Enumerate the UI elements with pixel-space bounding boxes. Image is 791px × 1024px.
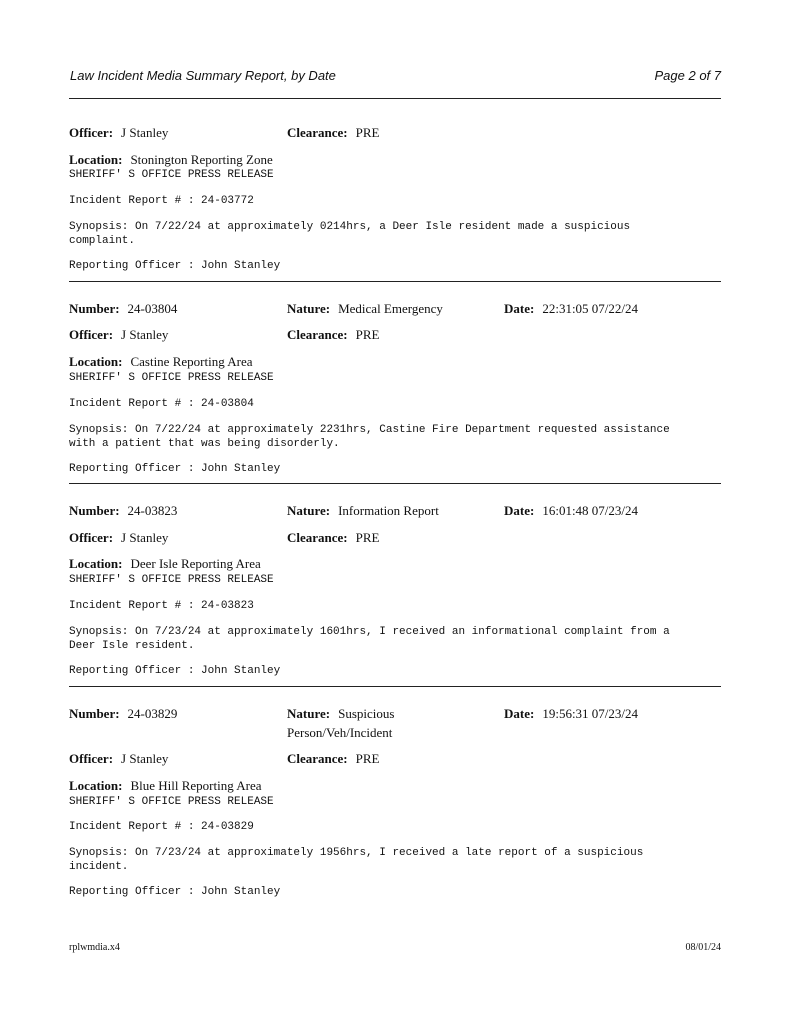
clearance-field: Clearance: PRE bbox=[287, 530, 380, 545]
incident-report: Incident Report # : 24-03804 bbox=[69, 398, 254, 410]
number-field: Number: 24-03823 bbox=[69, 503, 178, 518]
nature-field: Nature: Suspicious bbox=[287, 706, 395, 721]
footer-date: 08/01/24 bbox=[685, 942, 721, 953]
clearance-field: Clearance: PRE bbox=[287, 125, 380, 140]
number-field: Number: 24-03829 bbox=[69, 706, 178, 721]
incident-report: Incident Report # : 24-03772 bbox=[69, 195, 254, 207]
record-divider bbox=[69, 483, 721, 484]
reporting-officer: Reporting Officer : John Stanley bbox=[69, 463, 281, 475]
synopsis: Synopsis: On 7/23/24 at approximately 1956hrs, I received a late report of a suspicious incident. bbox=[69, 847, 644, 873]
date-field: Date: 19:56:31 07/23/24 bbox=[504, 706, 639, 721]
officer-field: Officer: J Stanley bbox=[69, 327, 169, 342]
number-field: Number: 24-03804 bbox=[69, 301, 178, 316]
record-divider bbox=[69, 281, 721, 282]
reporting-officer: Reporting Officer : John Stanley bbox=[69, 260, 281, 272]
date-field: Date: 22:31:05 07/22/24 bbox=[504, 301, 639, 316]
date-field: Date: 16:01:48 07/23/24 bbox=[504, 503, 639, 518]
reporting-officer: Reporting Officer : John Stanley bbox=[69, 665, 281, 677]
synopsis: Synopsis: On 7/22/24 at approximately 0214hrs, a Deer Isle resident made a suspicious complaint. bbox=[69, 221, 631, 247]
report-title: Law Incident Media Summary Report, by Date bbox=[70, 68, 336, 83]
record-divider bbox=[69, 686, 721, 687]
location-field: Location: Stonington Reporting Zone bbox=[69, 152, 273, 167]
location-field: Location: Blue Hill Reporting Area bbox=[69, 778, 262, 793]
press-release: SHERIFF' S OFFICE PRESS RELEASE bbox=[69, 796, 274, 808]
press-release: SHERIFF' S OFFICE PRESS RELEASE bbox=[69, 372, 274, 384]
officer-field: Officer: J Stanley bbox=[69, 530, 169, 545]
clearance-field: Clearance: PRE bbox=[287, 327, 380, 342]
header-rule bbox=[69, 98, 721, 99]
incident-report: Incident Report # : 24-03823 bbox=[69, 600, 254, 612]
press-release: SHERIFF' S OFFICE PRESS RELEASE bbox=[69, 574, 274, 586]
incident-report: Incident Report # : 24-03829 bbox=[69, 821, 254, 833]
officer-field: Officer: J Stanley bbox=[69, 751, 169, 766]
nature-field: Nature: Information Report bbox=[287, 503, 439, 518]
nature-field: Nature: Medical Emergency bbox=[287, 301, 443, 316]
page-number: Page 2 of 7 bbox=[654, 68, 721, 83]
footer-report-code: rplwmdia.x4 bbox=[69, 942, 120, 953]
press-release: SHERIFF' S OFFICE PRESS RELEASE bbox=[69, 169, 274, 181]
officer-field: Officer: J Stanley bbox=[69, 125, 169, 140]
nature-field-continued: Person/Veh/Incident bbox=[287, 725, 393, 740]
clearance-field: Clearance: PRE bbox=[287, 751, 380, 766]
synopsis: Synopsis: On 7/22/24 at approximately 2231hrs, Castine Fire Department requested assistance with a patient that was being disorderly. bbox=[69, 424, 670, 450]
synopsis: Synopsis: On 7/23/24 at approximately 1601hrs, I received an informational complaint from a Deer Isle resident. bbox=[69, 626, 670, 652]
location-field: Location: Deer Isle Reporting Area bbox=[69, 556, 261, 571]
location-field: Location: Castine Reporting Area bbox=[69, 354, 253, 369]
reporting-officer: Reporting Officer : John Stanley bbox=[69, 886, 281, 898]
